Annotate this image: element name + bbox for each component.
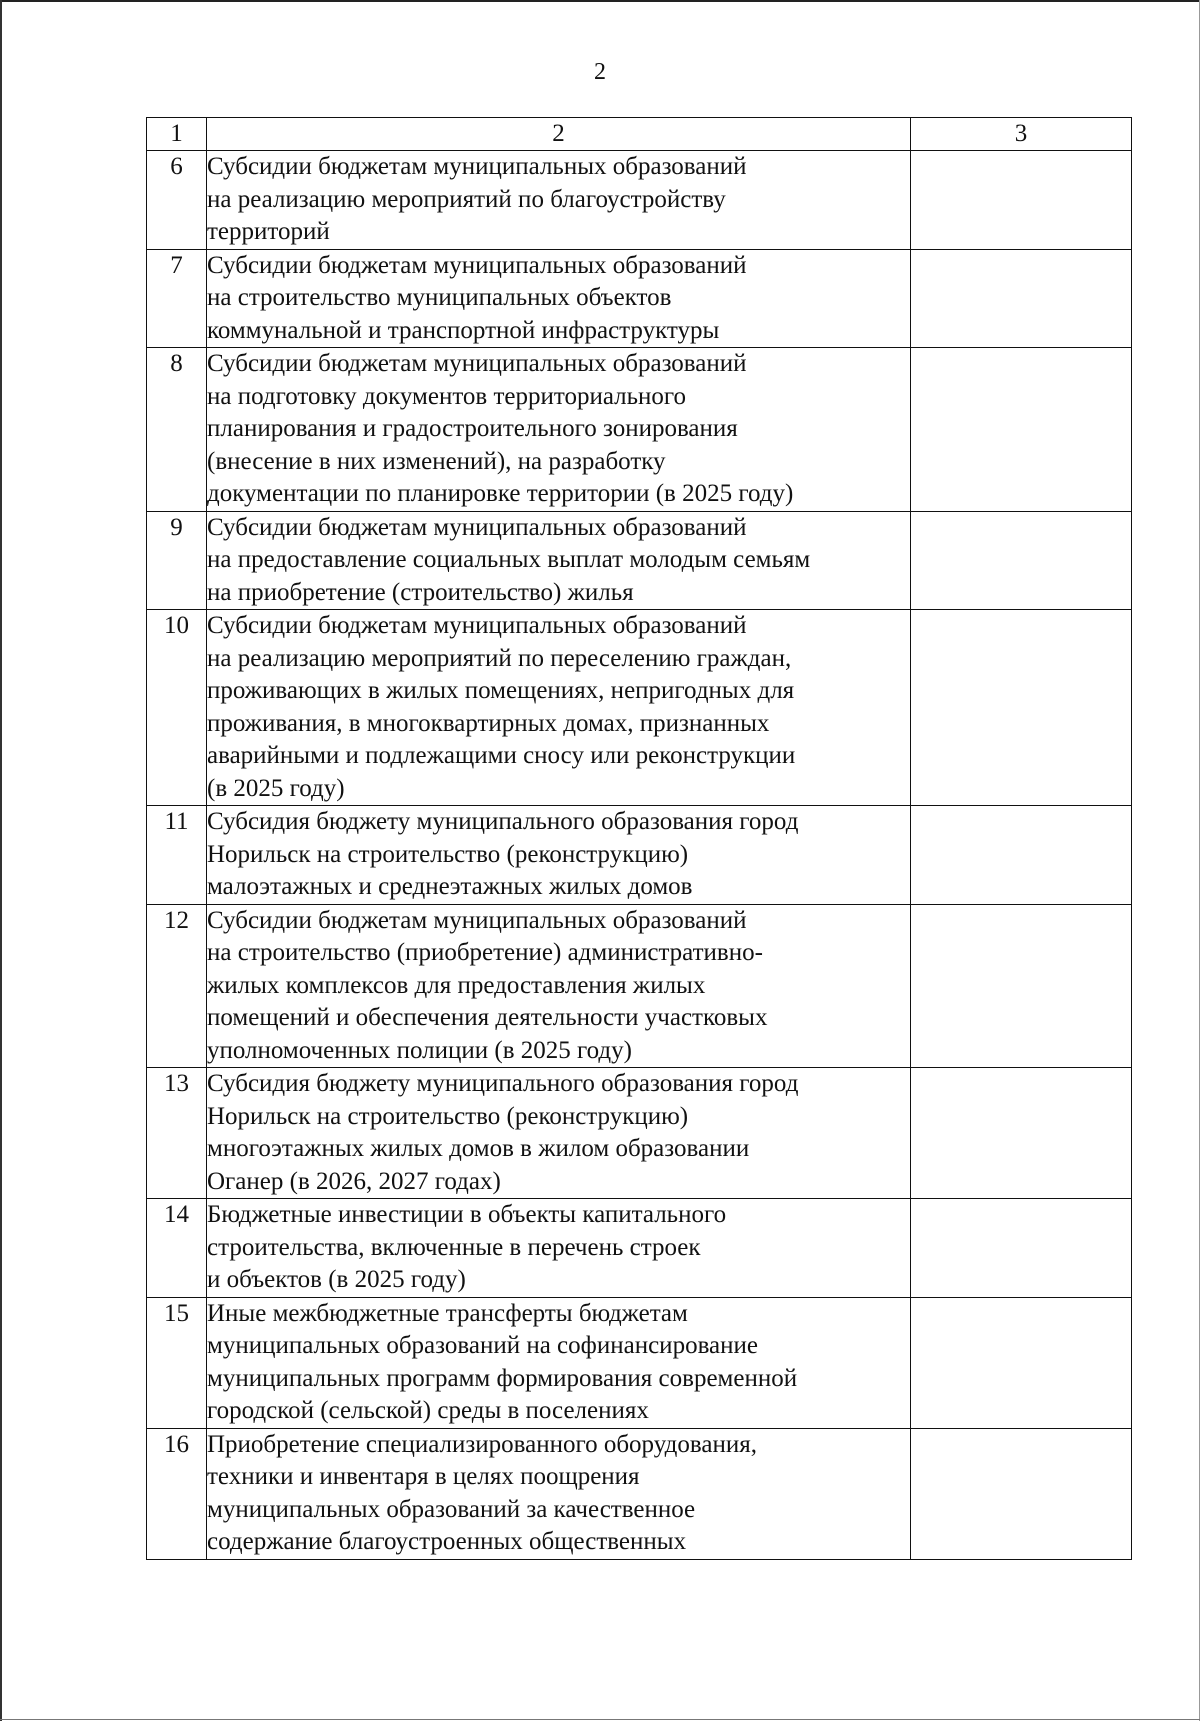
table-row <box>147 1297 1132 1428</box>
row-value-col3 <box>911 348 1132 512</box>
table-row <box>147 511 1132 610</box>
row-number: 14 <box>147 1199 207 1298</box>
description-line: на реализацию мероприятий по переселению граждан, <box>207 644 792 672</box>
row-description <box>207 1199 911 1298</box>
description-line: Субсидия бюджету муниципального образования город <box>207 1070 799 1097</box>
row-number: 11 <box>147 806 207 905</box>
row-number: 15 <box>147 1297 207 1428</box>
row-number: 6 <box>147 151 207 250</box>
page-number: 2 <box>594 59 606 85</box>
row-description <box>207 806 911 905</box>
description-line: техники и инвентаря в целях поощрения <box>207 1463 640 1490</box>
description-line: муниципальных программ формирования современной <box>207 1364 798 1392</box>
header-cell-col3: 3 <box>911 118 1132 151</box>
description-line: муниципальных образований за качественное <box>207 1495 696 1523</box>
description-line: коммунальной и транспортной инфраструктуры <box>207 316 720 344</box>
row-description <box>207 151 911 250</box>
table-row <box>147 151 1132 250</box>
row-number: 16 <box>147 1428 207 1559</box>
row-number: 9 <box>147 511 207 610</box>
table-row <box>147 1428 1132 1559</box>
description-line: Субсидии бюджетам муниципальных образований <box>207 513 747 541</box>
table-row <box>147 249 1132 348</box>
row-value-col3 <box>911 904 1132 1068</box>
description-line: Субсидии бюджетам муниципальных образований <box>207 350 747 377</box>
description-line: городской (сельской) среды в поселениях <box>207 1397 649 1424</box>
row-value-col3 <box>911 511 1132 610</box>
description-line: на строительство (приобретение) административно- <box>207 939 763 966</box>
row-description <box>207 249 911 348</box>
description-line: Норильск на строительство (реконструкцию) <box>207 1102 689 1130</box>
description-line: на подготовку документов территориального <box>207 382 687 410</box>
description-line: территорий <box>207 218 330 245</box>
table-row <box>147 610 1132 806</box>
description-line: на предоставление социальных выплат молодым семьям <box>207 546 811 573</box>
row-value-col3 <box>911 1068 1132 1199</box>
description-line: Субсидии бюджетам муниципальных образований <box>207 251 747 279</box>
row-description <box>207 1428 911 1559</box>
description-line: Иные межбюджетные трансферты бюджетам <box>207 1299 688 1327</box>
description-line: многоэтажных жилых домов в жилом образовании <box>207 1135 750 1162</box>
row-description <box>207 511 911 610</box>
header-cell-col2: 2 <box>207 118 911 151</box>
description-line: малоэтажных и среднеэтажных жилых домов <box>207 873 693 900</box>
row-number: 10 <box>147 610 207 806</box>
row-description <box>207 348 911 512</box>
scan-edge-bottom <box>0 1719 1200 1720</box>
document-table <box>146 117 1132 1560</box>
row-value-col3 <box>911 806 1132 905</box>
description-line: документации по планировке территории (в 2025 году) <box>207 480 794 507</box>
row-value-col3 <box>911 610 1132 806</box>
description-line: Приобретение специализированного оборудования, <box>207 1430 757 1458</box>
description-line: уполномоченных полиции (в 2025 году) <box>207 1036 632 1064</box>
description-line: на реализацию мероприятий по благоустройству <box>207 185 726 213</box>
row-description <box>207 904 911 1068</box>
description-line: помещений и обеспечения деятельности участковых <box>207 1004 768 1031</box>
description-line: аварийными и подлежащими сносу или реконструкции <box>207 742 796 769</box>
row-value-col3 <box>911 1297 1132 1428</box>
description-line: Оганер (в 2026, 2027 годах) <box>207 1167 501 1195</box>
description-line: (внесение в них изменений), на разработку <box>207 447 666 475</box>
description-line: Субсидия бюджету муниципального образования город <box>207 808 799 835</box>
description-line: проживания, в многоквартирных домах, признанных <box>207 709 770 737</box>
row-value-col3 <box>911 1199 1132 1298</box>
description-line: строительства, включенные в перечень строек <box>207 1233 701 1261</box>
row-number: 7 <box>147 249 207 348</box>
description-line: на приобретение (строительство) жилья <box>207 578 634 606</box>
description-line: Бюджетные инвестиции в объекты капитального <box>207 1201 727 1228</box>
description-line: жилых комплексов для предоставления жилых <box>207 971 706 999</box>
row-description <box>207 1068 911 1199</box>
table-header-row <box>147 118 1132 151</box>
table-row <box>147 1068 1132 1199</box>
row-description <box>207 610 911 806</box>
description-line: Субсидии бюджетам муниципальных образований <box>207 612 747 639</box>
scan-edge-left <box>0 0 2 1721</box>
row-value-col3 <box>911 249 1132 348</box>
table-row <box>147 806 1132 905</box>
row-value-col3 <box>911 1428 1132 1559</box>
description-line: на строительство муниципальных объектов <box>207 284 672 311</box>
description-line: Субсидии бюджетам муниципальных образований <box>207 906 747 934</box>
table-row <box>147 348 1132 512</box>
row-description <box>207 1297 911 1428</box>
description-line: планирования и градостроительного зонирования <box>207 415 738 442</box>
row-number: 8 <box>147 348 207 512</box>
table-row <box>147 1199 1132 1298</box>
description-line: проживающих в жилых помещениях, непригодных для <box>207 677 795 704</box>
scan-edge-top <box>0 0 1200 2</box>
row-number: 13 <box>147 1068 207 1199</box>
table-body <box>147 151 1132 1560</box>
description-line: муниципальных образований на софинансирование <box>207 1332 758 1359</box>
header-cell-col1: 1 <box>147 118 207 151</box>
table-row <box>147 904 1132 1068</box>
description-line: Норильск на строительство (реконструкцию) <box>207 840 689 868</box>
description-line: (в 2025 году) <box>207 774 345 802</box>
description-line: Субсидии бюджетам муниципальных образований <box>207 153 747 180</box>
description-line: и объектов (в 2025 году) <box>207 1266 466 1293</box>
description-line: содержание благоустроенных общественных <box>207 1528 687 1555</box>
row-number: 12 <box>147 904 207 1068</box>
row-value-col3 <box>911 151 1132 250</box>
